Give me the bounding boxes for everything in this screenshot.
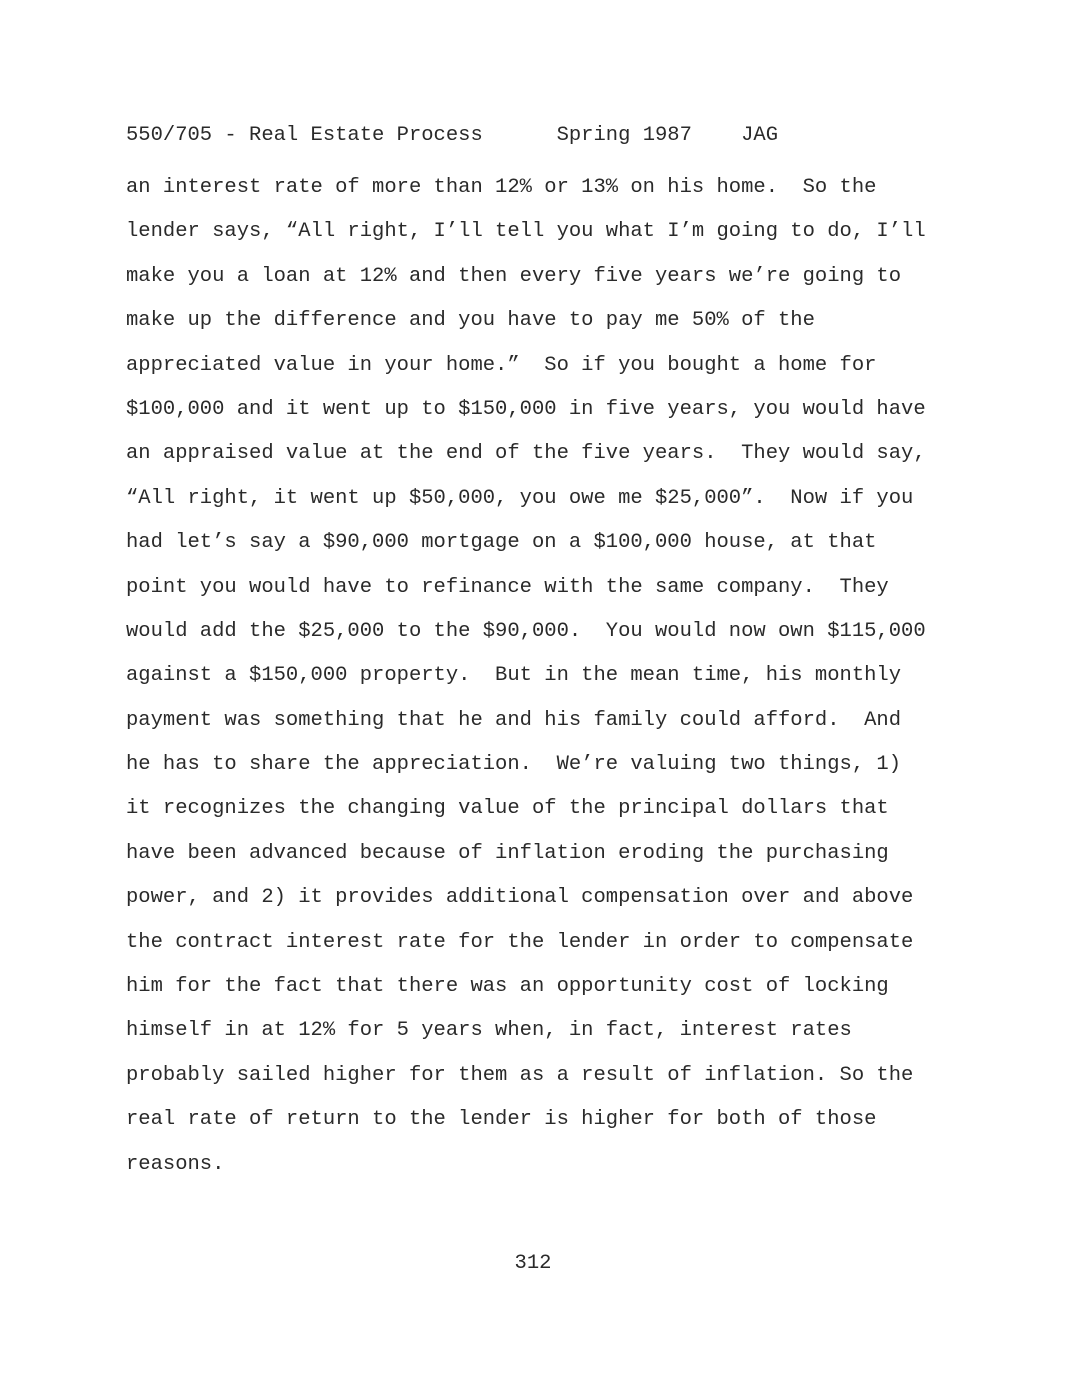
text-line: it recognizes the changing value of the principal dollars that (126, 797, 889, 821)
course-title: 550/705 - Real Estate Process (126, 124, 483, 147)
term: Spring 1987 (556, 124, 692, 147)
text-line: an appraised value at the end of the five years. They would say, (126, 442, 926, 466)
text-line: point you would have to refinance with the same company. They (126, 575, 889, 599)
text-line: against a $150,000 property. But in the mean time, his monthly (126, 664, 902, 688)
text-line: had let’s say a $90,000 mortgage on a $100,000 house, at that (126, 531, 877, 555)
text-line: him for the fact that there was an opportunity cost of locking (126, 975, 889, 999)
text-line: probably sailed higher for them as a result of inflation. So the (126, 1063, 914, 1087)
text-line: real rate of return to the lender is higher for both of those (126, 1108, 877, 1132)
text-line: the contract interest rate for the lender in order to compensate (126, 930, 914, 954)
page-header (126, 122, 778, 150)
text-line: appreciated value in your home.” So if you bought a home for (126, 353, 877, 377)
text-line: an interest rate of more than 12% or 13% on his home. So the (126, 176, 877, 199)
author-initials: JAG (741, 124, 779, 147)
text-line: would add the $25,000 to the $90,000. You would now own $115,000 (126, 619, 926, 643)
text-line: reasons. (126, 1152, 225, 1176)
text-line: make up the difference and you have to pay me 50% of the (126, 309, 815, 333)
text-line: himself in at 12% for 5 years when, in fact, interest rates (126, 1019, 852, 1043)
text-line: power, and 2) it provides additional compensation over and above (126, 886, 914, 910)
text-line: he has to share the appreciation. We’re valuing two things, 1) (126, 753, 902, 777)
page-number: 312 (514, 1252, 552, 1275)
text-line: lender says, “All right, I’ll tell you what I’m going to do, I’ll (126, 220, 926, 244)
text-line: have been advanced because of inflation eroding the purchasing (126, 841, 889, 865)
transcript-body (126, 166, 956, 1187)
text-line: make you a loan at 12% and then every five years we’re going to (126, 264, 902, 288)
text-line: “All right, it went up $50,000, you owe me $25,000”. Now if you (126, 486, 914, 510)
text-line: $100,000 and it went up to $150,000 in five years, you would have (126, 397, 926, 421)
text-line: payment was something that he and his family could afford. And (126, 708, 902, 732)
